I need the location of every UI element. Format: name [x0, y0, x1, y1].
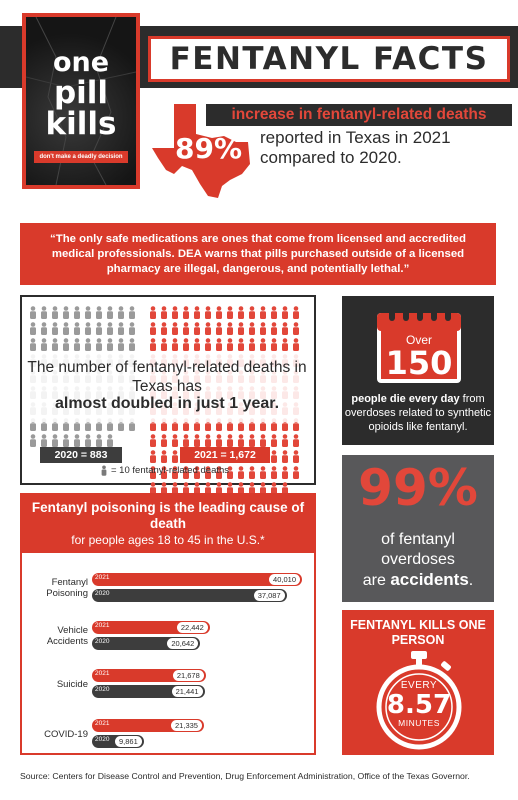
person-icon	[83, 434, 93, 447]
person-icon	[291, 322, 301, 335]
person-icon	[291, 338, 301, 351]
poster-word-pill: pill	[53, 75, 109, 111]
poster-word-one: one	[52, 47, 110, 78]
person-icon	[105, 306, 115, 319]
person-icon	[116, 322, 126, 335]
daily-deaths-bold: people die every day	[351, 393, 460, 405]
person-icon	[247, 306, 257, 319]
bar-value-label: 21,441	[172, 686, 203, 697]
person-icon	[269, 306, 279, 319]
person-icon	[181, 434, 191, 447]
person-icon	[61, 306, 71, 319]
clock-minutes: MINUTES	[398, 718, 440, 728]
person-icon	[39, 322, 49, 335]
person-icon	[72, 338, 82, 351]
bar-value-label: 21,678	[173, 670, 204, 681]
person-icon	[148, 450, 158, 463]
one-pill-kills-poster	[22, 13, 140, 189]
clock-every: EVERY	[400, 680, 438, 691]
over-150-number: 150	[385, 344, 453, 382]
bar-2021-covid-19	[92, 719, 204, 732]
person-icon	[83, 338, 93, 351]
person-icon	[61, 338, 71, 351]
person-icon	[159, 434, 169, 447]
accidents-bold: accidents	[390, 570, 469, 589]
person-icon	[269, 434, 279, 447]
dea-quote	[20, 223, 496, 285]
person-icon	[236, 466, 246, 479]
person-icon	[203, 306, 213, 319]
bar-year-label: 2021	[95, 720, 110, 727]
person-icon	[170, 306, 180, 319]
source-note: Source: Centers for Disease Control and Prevention, Drug Enforcement Administration, Office of the Texas Governor.	[20, 771, 470, 781]
person-icon	[28, 322, 38, 335]
person-icon	[39, 338, 49, 351]
chart-category-label: COVID-19	[44, 729, 88, 740]
accidents-line1: of fentanyl overdoses	[381, 531, 455, 568]
people-legend-text: = 10 fentanyl-related deaths	[111, 465, 230, 476]
person-icon	[192, 338, 202, 351]
person-icon	[192, 434, 202, 447]
person-icon	[105, 434, 115, 447]
person-icon	[72, 306, 82, 319]
bar-2021-suicide	[92, 669, 206, 682]
person-icon	[39, 306, 49, 319]
person-icon	[159, 306, 169, 319]
clock-number: 8.57	[386, 690, 452, 720]
person-icon	[148, 322, 158, 335]
label-2020: 2020 = 883	[40, 447, 122, 463]
person-icon	[247, 466, 257, 479]
person-icon	[50, 322, 60, 335]
accidents-text	[342, 530, 494, 591]
person-icon	[100, 465, 108, 476]
person-icon	[214, 306, 224, 319]
person-icon	[148, 338, 158, 351]
bar-2020-suicide	[92, 685, 205, 698]
person-icon	[236, 434, 246, 447]
person-icon	[280, 306, 290, 319]
chart-category-label: Vehicle Accidents	[46, 625, 88, 647]
person-icon	[247, 434, 257, 447]
increase-headline: increase in fentanyl-related deaths	[231, 106, 487, 123]
person-icon	[61, 322, 71, 335]
person-icon	[280, 322, 290, 335]
bar-chart	[20, 553, 316, 755]
person-icon	[159, 322, 169, 335]
person-icon	[269, 338, 279, 351]
header-title-box	[148, 36, 510, 82]
person-icon	[280, 338, 290, 351]
bar-year-label: 2021	[95, 574, 110, 581]
people-chart-text: The number of fentanyl-related deaths in Texas has	[27, 359, 307, 395]
bar-year-label: 2021	[95, 670, 110, 677]
kills-one-person-title: FENTANYL KILLS ONE PERSON	[350, 618, 486, 647]
accidents-percent: 99%	[358, 459, 478, 517]
person-icon	[291, 450, 301, 463]
poster-tagline: don't make a deadly decision	[34, 151, 128, 163]
person-icon	[258, 322, 268, 335]
person-icon	[203, 434, 213, 447]
person-icon	[170, 434, 180, 447]
person-icon	[116, 306, 126, 319]
person-icon	[61, 434, 71, 447]
bar-value-label: 21,335	[171, 720, 202, 731]
chart-title: Fentanyl poisoning is the leading cause of death	[31, 500, 305, 531]
person-icon	[127, 306, 137, 319]
person-icon	[50, 434, 60, 447]
person-icon	[280, 466, 290, 479]
person-icon	[94, 322, 104, 335]
person-icon	[170, 322, 180, 335]
person-icon	[258, 338, 268, 351]
page-title: FENTANYL FACTS	[169, 41, 489, 77]
chart-category-label: Fentanyl Poisoning	[46, 577, 88, 599]
person-icon	[236, 322, 246, 335]
person-icon	[258, 434, 268, 447]
person-icon	[127, 322, 137, 335]
poster-word-kills: kills	[45, 106, 117, 142]
bar-value-label: 9,861	[115, 736, 142, 747]
label-2021: 2021 = 1,672	[180, 447, 270, 463]
person-icon	[247, 338, 257, 351]
bar-year-label: 2020	[95, 638, 110, 645]
dea-quote-text: “The only safe medications are ones that come from licensed and accredited medical professionals. DEA warns that pills purchased outside of a licensed pharmacy are illegal, dangerous, and potentially lethal.”	[50, 232, 466, 275]
person-icon	[236, 338, 246, 351]
bar-2021-fentanyl-poisoning	[92, 573, 302, 586]
daily-deaths-text	[342, 392, 494, 434]
chart-category-label: Suicide	[56, 679, 88, 690]
person-icon	[159, 338, 169, 351]
bar-2021-vehicle-accidents	[92, 621, 210, 634]
bar-value-label: 37,087	[254, 590, 285, 601]
texas-percent-stat: 89%	[175, 132, 243, 165]
person-icon	[28, 434, 38, 447]
person-icon	[94, 338, 104, 351]
increase-detail: reported in Texas in 2021 compared to 2020.	[260, 128, 451, 167]
person-icon	[225, 322, 235, 335]
bar-2020-covid-19	[92, 735, 144, 748]
person-icon	[127, 338, 137, 351]
person-icon	[225, 434, 235, 447]
bar-value-label: 22,442	[177, 622, 208, 633]
person-icon	[291, 306, 301, 319]
person-icon	[170, 338, 180, 351]
bar-year-label: 2020	[95, 590, 110, 597]
over-label: Over	[405, 333, 432, 347]
accidents-period: .	[468, 572, 474, 589]
bar-2020-fentanyl-poisoning	[92, 589, 287, 602]
person-icon	[116, 338, 126, 351]
person-icon	[214, 434, 224, 447]
accidents-are: are	[362, 572, 391, 589]
bar-2020-vehicle-accidents	[92, 637, 200, 650]
person-icon	[50, 306, 60, 319]
person-icon	[181, 338, 191, 351]
person-icon	[280, 434, 290, 447]
person-icon	[291, 434, 301, 447]
person-icon	[50, 338, 60, 351]
bar-year-label: 2021	[95, 622, 110, 629]
chart-subtitle: for people ages 18 to 45 in the U.S.*	[71, 533, 265, 547]
person-icon	[269, 466, 279, 479]
accidents-line2	[342, 570, 494, 591]
bar-value-label: 20,642	[167, 638, 198, 649]
person-icon	[83, 322, 93, 335]
person-icon	[148, 434, 158, 447]
person-icon	[203, 322, 213, 335]
person-icon	[148, 306, 158, 319]
person-icon	[203, 338, 213, 351]
person-icon	[280, 450, 290, 463]
person-icon	[105, 338, 115, 351]
person-icon	[181, 306, 191, 319]
people-chart-emphasis: almost doubled in just 1 year.	[54, 395, 280, 412]
person-icon	[214, 338, 224, 351]
person-icon	[291, 466, 301, 479]
person-icon	[72, 322, 82, 335]
person-icon	[181, 322, 191, 335]
person-icon	[94, 434, 104, 447]
person-icon	[258, 466, 268, 479]
person-icon	[72, 434, 82, 447]
person-icon	[258, 306, 268, 319]
person-icon	[247, 322, 257, 335]
bar-year-label: 2020	[95, 686, 110, 693]
person-icon	[225, 306, 235, 319]
person-icon	[225, 338, 235, 351]
person-icon	[159, 450, 169, 463]
person-icon	[192, 322, 202, 335]
person-icon	[39, 434, 49, 447]
daily-deaths-rest: from overdoses related to synthetic opioids like fentanyl.	[344, 393, 492, 433]
person-icon	[236, 306, 246, 319]
person-icon	[170, 450, 180, 463]
person-icon	[28, 338, 38, 351]
person-icon	[94, 306, 104, 319]
person-icon	[105, 322, 115, 335]
person-icon	[83, 306, 93, 319]
person-icon	[269, 322, 279, 335]
person-icon	[192, 306, 202, 319]
people-legend	[100, 465, 229, 476]
bar-value-label: 40,010	[269, 574, 300, 585]
bar-year-label: 2020	[95, 736, 110, 743]
person-icon	[28, 306, 38, 319]
person-icon	[214, 322, 224, 335]
person-icon	[269, 450, 279, 463]
